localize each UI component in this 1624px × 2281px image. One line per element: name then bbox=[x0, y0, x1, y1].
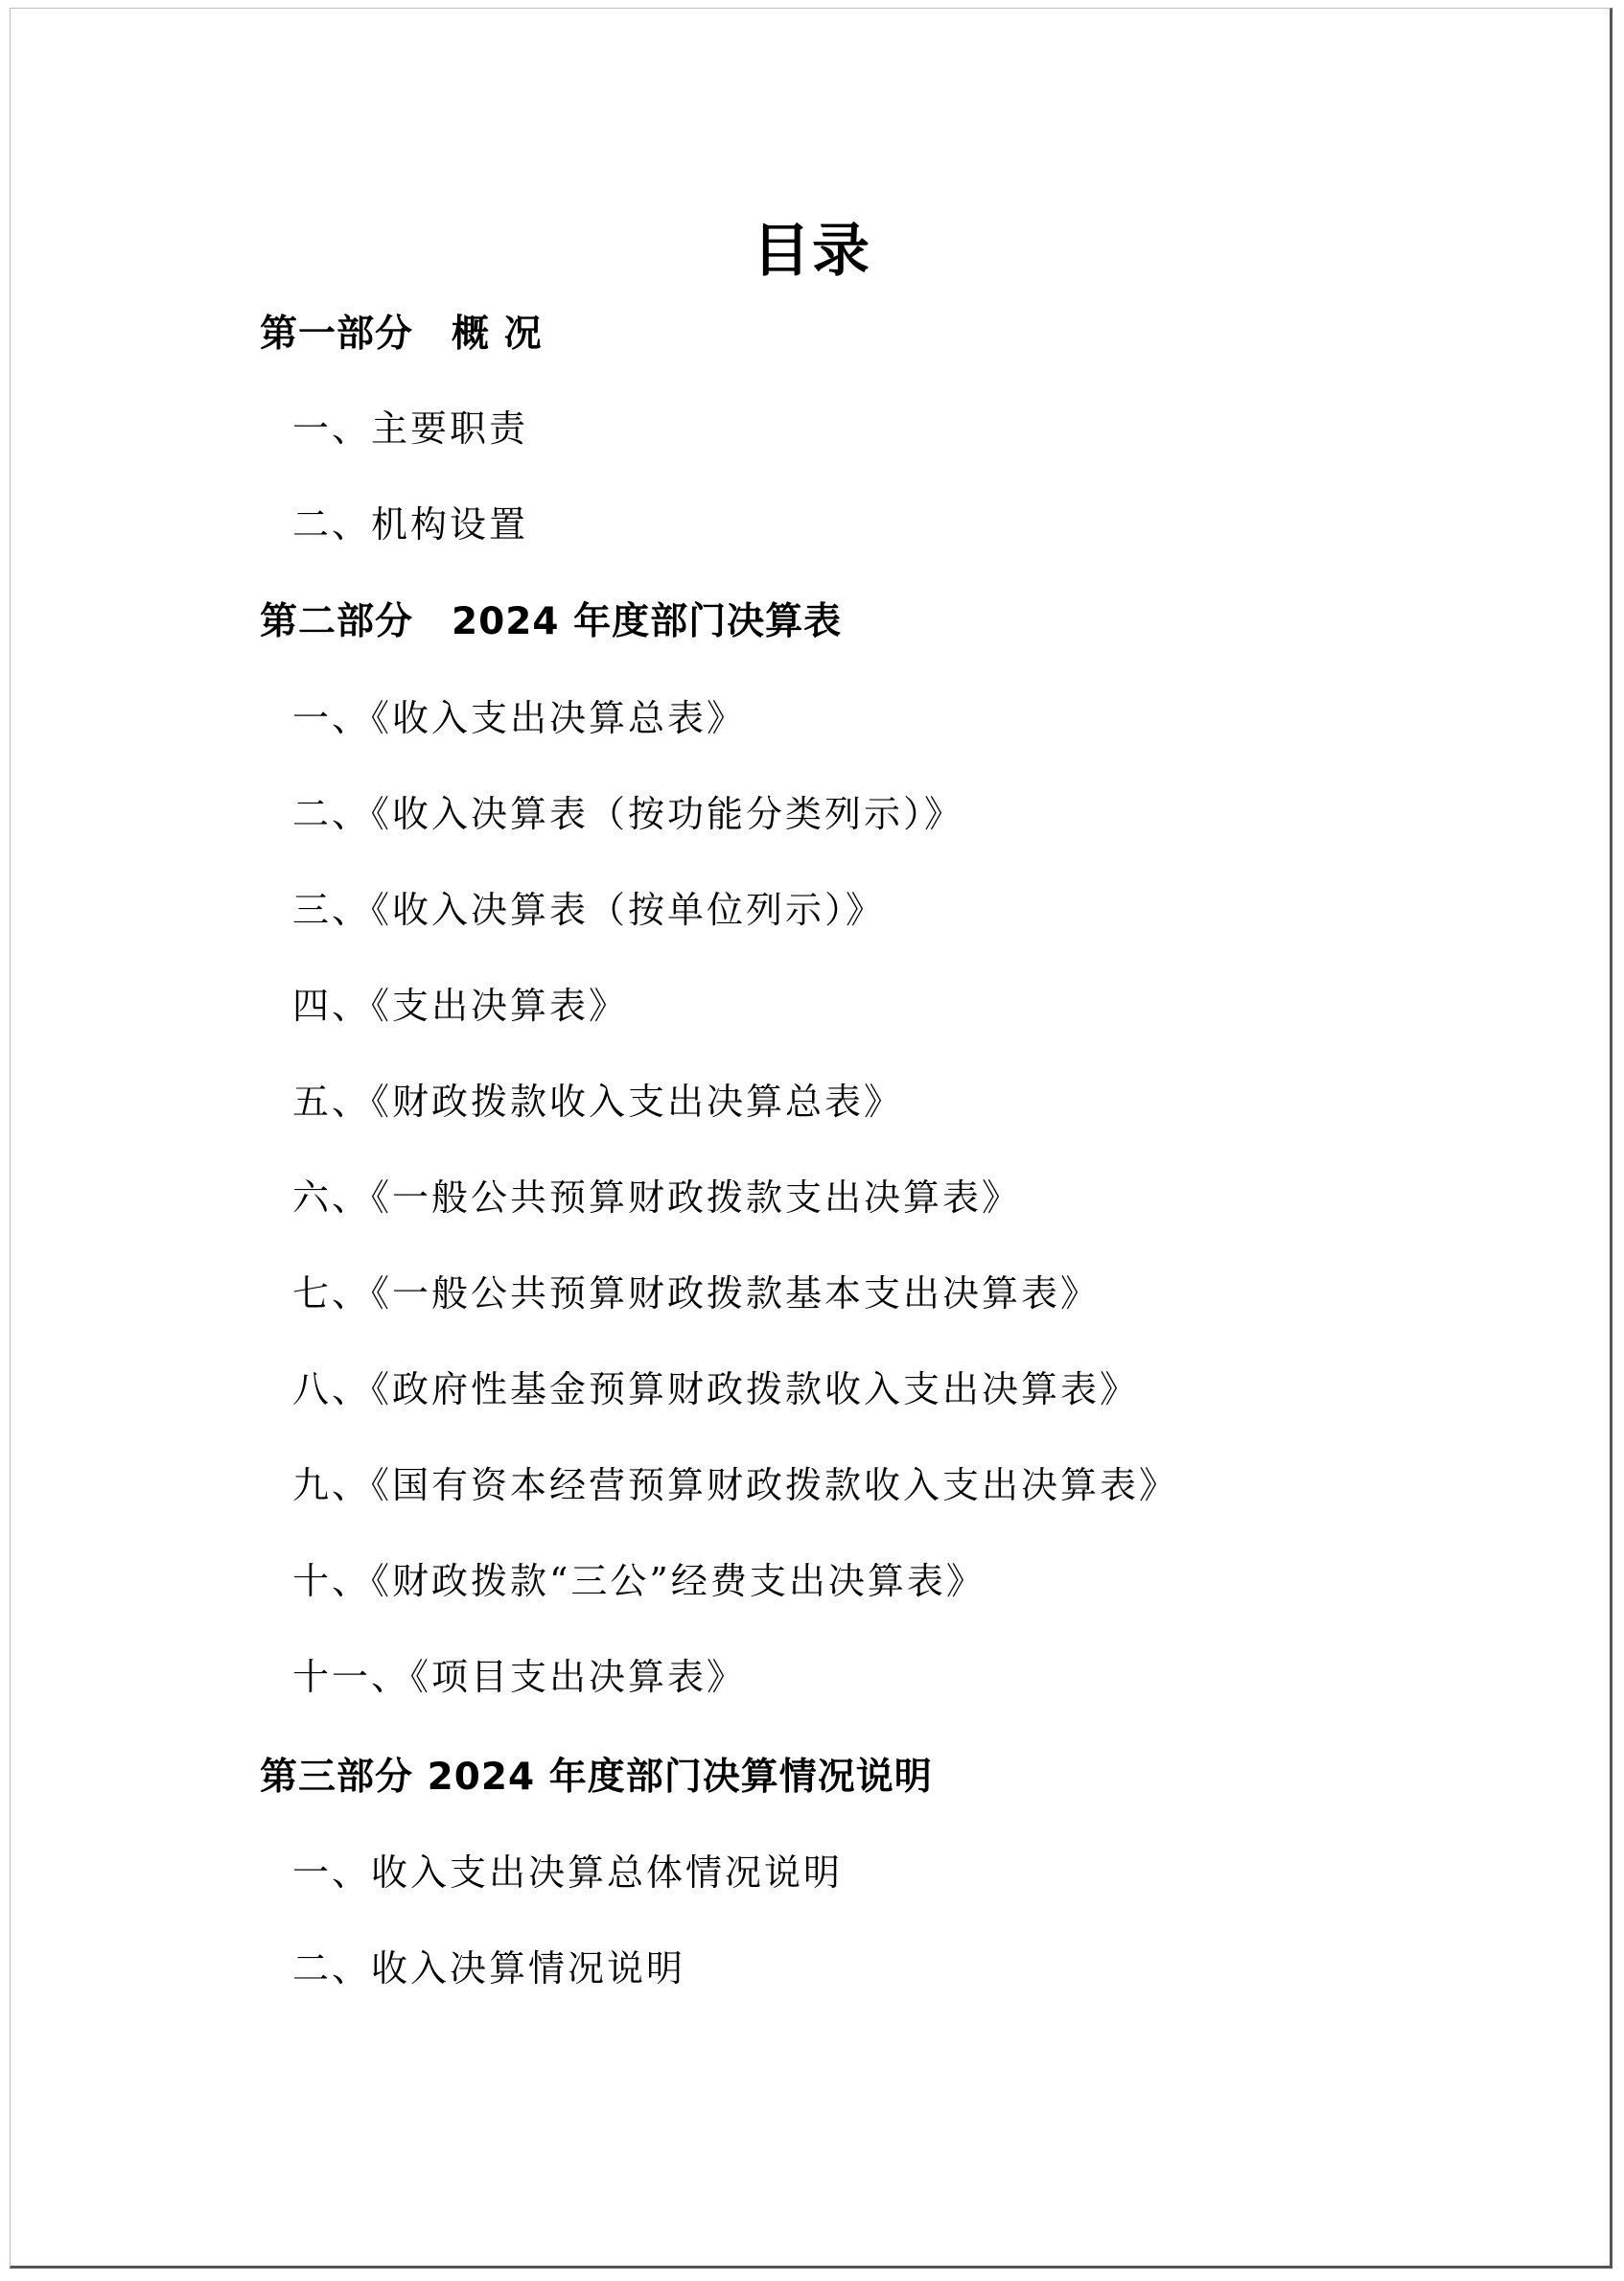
toc-item: 十、《财政拨款“三公”经费支出决算表》 bbox=[292, 1560, 986, 1602]
toc-item: 一、《收入支出决算总表》 bbox=[292, 697, 747, 739]
toc-item: 一、收入支出决算总体情况说明 bbox=[292, 1851, 844, 1894]
toc-item: 六、《一般公共预算财政拨款支出决算表》 bbox=[292, 1176, 1022, 1219]
toc-item: 三、《收入决算表（按单位列示）》 bbox=[292, 889, 886, 931]
toc-item: 二、《收入决算表（按功能分类列示）》 bbox=[292, 793, 964, 835]
toc-item: 九、《国有资本经营预算财政拨款收入支出决算表》 bbox=[292, 1464, 1179, 1506]
toc-part-heading-2: 第二部分 2024 年度部门决算表 bbox=[260, 600, 843, 643]
toc-item: 八、《政府性基金预算财政拨款收入支出决算表》 bbox=[292, 1368, 1140, 1410]
toc-item: 七、《一般公共预算财政拨款基本支出决算表》 bbox=[292, 1272, 1101, 1315]
toc-part-heading-1: 第一部分 概 况 bbox=[260, 313, 543, 356]
toc-item: 一、主要职责 bbox=[292, 407, 529, 450]
toc-item: 五、《财政拨款收入支出决算总表》 bbox=[292, 1081, 904, 1123]
toc-part-heading-3: 第三部分 2024 年度部门决算情况说明 bbox=[260, 1756, 933, 1799]
toc-item: 十一、《项目支出决算表》 bbox=[292, 1656, 747, 1698]
toc-title: 目录 bbox=[753, 218, 871, 285]
toc-item: 二、收入决算情况说明 bbox=[292, 1947, 686, 1990]
toc-item: 四、《支出决算表》 bbox=[292, 985, 629, 1027]
toc-item: 二、机构设置 bbox=[292, 503, 529, 546]
document-page bbox=[10, 8, 1612, 2269]
